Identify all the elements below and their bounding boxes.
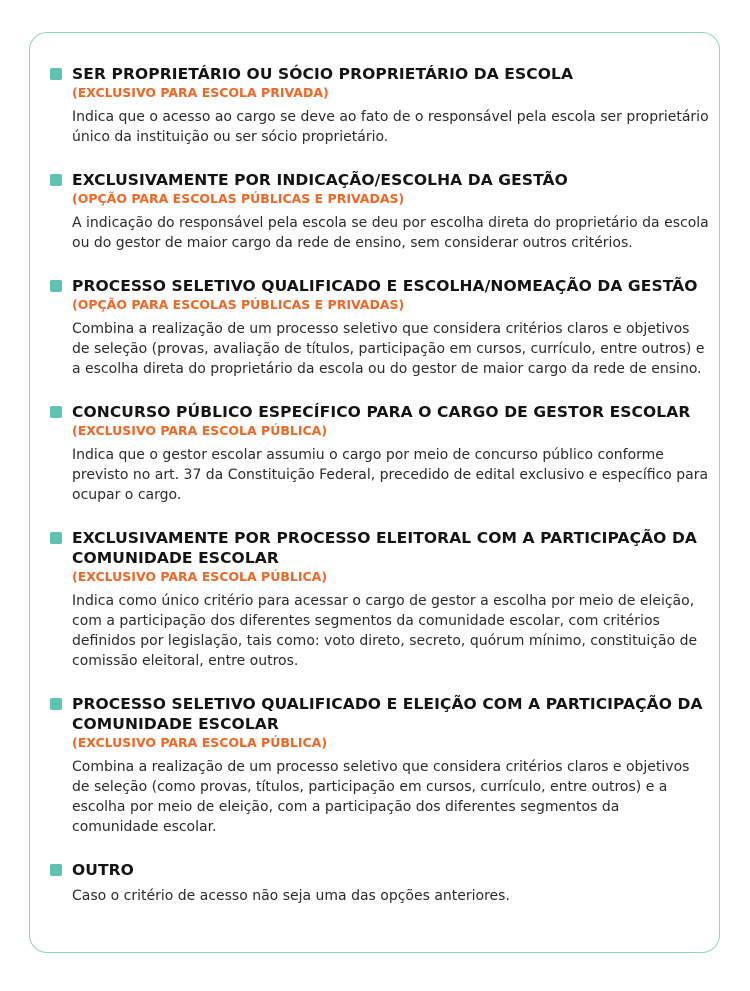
item-title: EXCLUSIVAMENTE POR INDICAÇÃO/ESCOLHA DA GESTÃO xyxy=(72,171,568,189)
item-description: Caso o critério de acesso não seja uma das opções anteriores. xyxy=(72,888,510,904)
list-item-processo-seletivo-nomeacao xyxy=(50,276,710,379)
square-bullet-icon xyxy=(50,698,62,710)
list-item-concurso-publico xyxy=(50,402,710,505)
item-title: PROCESSO SELETIVO QUALIFICADO E ESCOLHA/NOMEAÇÃO DA GESTÃO xyxy=(72,277,698,295)
item-title: OUTRO xyxy=(72,861,134,879)
square-bullet-icon xyxy=(50,174,62,186)
list-item-outro xyxy=(50,860,710,906)
square-bullet-icon xyxy=(50,68,62,80)
square-bullet-icon xyxy=(50,406,62,418)
square-bullet-icon xyxy=(50,864,62,876)
item-title: CONCURSO PÚBLICO ESPECÍFICO PARA O CARGO DE GESTOR ESCOLAR xyxy=(72,403,691,421)
item-description: Indica que o gestor escolar assumiu o cargo por meio de concurso público conforme previsto no art. 37 da Constituição Federal, precedido de edital exclusivo e específico para ocupar o cargo. xyxy=(72,447,709,503)
item-title: SER PROPRIETÁRIO OU SÓCIO PROPRIETÁRIO DA ESCOLA xyxy=(72,65,574,83)
access-criteria-list xyxy=(50,64,710,906)
list-item-indicacao xyxy=(50,170,710,253)
square-bullet-icon xyxy=(50,532,62,544)
list-item-processo-seletivo-eleicao xyxy=(50,694,710,837)
item-description: Indica como único critério para acessar o cargo de gestor a escolha por meio de eleição, com a participação dos diferentes segmentos da comunidade escolar, com critérios definidos por legislação, tais como: voto direto, secreto, quórum mínimo, constituição de comissão eleitoral, entre outros. xyxy=(72,593,698,669)
square-bullet-icon xyxy=(50,280,62,292)
item-description: Combina a realização de um processo seletivo que considera critérios claros e objetivos de seleção (provas, avaliação de títulos, participação em cursos, currículo, entre outros) e a escolha direta do proprietário da escola ou do gestor de maior cargo da rede de ensino. xyxy=(72,321,705,377)
list-item-proprietario xyxy=(50,64,710,147)
item-subtitle: (EXCLUSIVO PARA ESCOLA PRIVADA) xyxy=(72,85,329,100)
item-subtitle: (EXCLUSIVO PARA ESCOLA PÚBLICA) xyxy=(72,569,328,584)
item-subtitle: (EXCLUSIVO PARA ESCOLA PÚBLICA) xyxy=(72,735,328,750)
item-subtitle: (EXCLUSIVO PARA ESCOLA PÚBLICA) xyxy=(72,423,328,438)
item-description: Indica que o acesso ao cargo se deve ao fato de o responsável pela escola ser proprietário único da instituição ou ser sócio proprietário. xyxy=(72,109,709,145)
item-subtitle: (OPÇÃO PARA ESCOLAS PÚBLICAS E PRIVADAS) xyxy=(72,191,405,206)
list-item-processo-eleitoral xyxy=(50,528,710,671)
item-title: EXCLUSIVAMENTE POR PROCESSO ELEITORAL COM A PARTICIPAÇÃO DA COMUNIDADE ESCOLAR xyxy=(72,529,698,567)
item-description: A indicação do responsável pela escola se deu por escolha direta do proprietário da escola ou do gestor de maior cargo da rede de ensino, sem considerar outros critérios. xyxy=(72,215,709,251)
item-subtitle: (OPÇÃO PARA ESCOLAS PÚBLICAS E PRIVADAS) xyxy=(72,297,405,312)
item-description: Combina a realização de um processo seletivo que considera critérios claros e objetivos de seleção (como provas, títulos, participação em cursos, currículo, entre outros) e a escolha por meio de eleição, com a participação dos diferentes segmentos da comunidade escolar. xyxy=(72,759,690,835)
item-title: PROCESSO SELETIVO QUALIFICADO E ELEIÇÃO COM A PARTICIPAÇÃO DA COMUNIDADE ESCOLAR xyxy=(72,695,703,733)
